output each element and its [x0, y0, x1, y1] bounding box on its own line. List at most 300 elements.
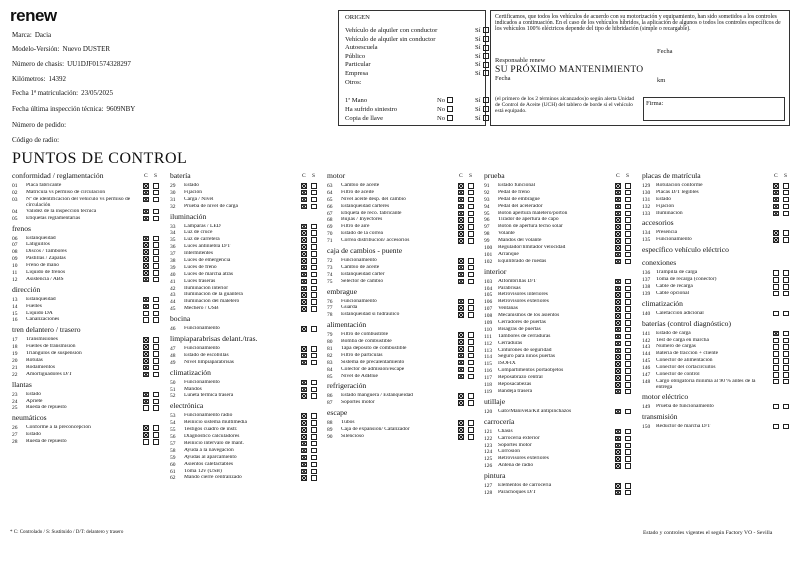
checkbox-controlled[interactable] — [143, 425, 149, 431]
checkbox-controlled[interactable] — [301, 258, 307, 264]
checkbox-substituted[interactable] — [625, 231, 631, 237]
origin-row[interactable] — [345, 79, 361, 87]
checkbox-controlled[interactable] — [458, 360, 464, 366]
checkbox-substituted[interactable] — [153, 270, 159, 276]
checkbox-substituted[interactable] — [311, 455, 317, 461]
checkbox-substituted[interactable] — [625, 409, 631, 415]
checkbox-substituted[interactable] — [311, 272, 317, 278]
checkbox-substituted[interactable] — [625, 224, 631, 230]
checkbox-controlled[interactable] — [301, 183, 307, 189]
checkbox-controlled[interactable] — [301, 279, 307, 285]
checkbox-substituted[interactable] — [783, 237, 789, 243]
checkbox-controlled[interactable] — [143, 256, 149, 262]
checkbox-controlled[interactable] — [301, 434, 307, 440]
checkbox-controlled[interactable] — [301, 197, 307, 203]
checkbox-controlled[interactable] — [458, 231, 464, 237]
checkbox-substituted[interactable] — [625, 382, 631, 388]
checkbox-substituted[interactable] — [625, 211, 631, 217]
checkbox-substituted[interactable] — [311, 258, 317, 264]
checkbox-controlled[interactable] — [143, 263, 149, 269]
checkbox-controlled[interactable] — [143, 365, 149, 371]
checkbox-substituted[interactable] — [783, 404, 789, 410]
checkbox-controlled[interactable] — [301, 448, 307, 454]
checkbox-substituted[interactable] — [311, 204, 317, 210]
checkbox-controlled[interactable] — [458, 400, 464, 406]
checkbox-substituted[interactable] — [153, 256, 159, 262]
checkbox-substituted[interactable] — [311, 413, 317, 419]
checkbox-substituted[interactable] — [468, 400, 474, 406]
checkbox-substituted[interactable] — [625, 341, 631, 347]
checkbox-substituted[interactable] — [468, 434, 474, 440]
checkbox[interactable] — [447, 115, 453, 121]
checkbox-substituted[interactable] — [311, 360, 317, 366]
signature-box[interactable] — [643, 97, 785, 121]
checkbox-substituted[interactable] — [783, 344, 789, 350]
checkbox-substituted[interactable] — [153, 311, 159, 317]
checkbox-controlled[interactable] — [301, 244, 307, 250]
checkbox-controlled[interactable] — [615, 292, 621, 298]
checkbox-controlled[interactable] — [301, 455, 307, 461]
checkbox-controlled[interactable] — [773, 331, 779, 337]
checkbox-controlled[interactable] — [773, 311, 779, 317]
checkbox-substituted[interactable] — [153, 263, 159, 269]
checkbox-controlled[interactable] — [143, 249, 149, 255]
checkbox-controlled[interactable] — [301, 272, 307, 278]
checkbox-substituted[interactable] — [468, 183, 474, 189]
checkbox-controlled[interactable] — [143, 242, 149, 248]
checkbox-controlled[interactable] — [143, 358, 149, 364]
checkbox-substituted[interactable] — [783, 230, 789, 236]
checkbox-substituted[interactable] — [468, 332, 474, 338]
checkbox-controlled[interactable] — [143, 344, 149, 350]
checkbox-controlled[interactable] — [458, 279, 464, 285]
checkbox-controlled[interactable] — [458, 420, 464, 426]
checkbox-controlled[interactable] — [773, 284, 779, 290]
checkbox-substituted[interactable] — [153, 392, 159, 398]
checkbox-controlled[interactable] — [615, 368, 621, 374]
checkbox-substituted[interactable] — [468, 353, 474, 359]
checkbox-substituted[interactable] — [468, 339, 474, 345]
checkbox-substituted[interactable] — [468, 272, 474, 278]
checkbox-controlled[interactable] — [301, 204, 307, 210]
checkbox-substituted[interactable] — [625, 299, 631, 305]
checkbox-substituted[interactable] — [153, 190, 159, 196]
checkbox-controlled[interactable] — [615, 231, 621, 237]
checkbox-substituted[interactable] — [311, 346, 317, 352]
checkbox-substituted[interactable] — [311, 380, 317, 386]
checkbox-substituted[interactable] — [311, 387, 317, 393]
checkbox-controlled[interactable] — [458, 427, 464, 433]
checkbox-substituted[interactable] — [783, 284, 789, 290]
checkbox-controlled[interactable] — [773, 183, 779, 189]
checkbox-controlled[interactable] — [143, 399, 149, 405]
checkbox-controlled[interactable] — [143, 304, 149, 310]
checkbox-controlled[interactable] — [301, 230, 307, 236]
checkbox-controlled[interactable] — [773, 358, 779, 364]
checkbox-controlled[interactable] — [615, 436, 621, 442]
checkbox-substituted[interactable] — [625, 354, 631, 360]
checkbox-controlled[interactable] — [458, 258, 464, 264]
checkbox-substituted[interactable] — [783, 204, 789, 210]
checkbox-controlled[interactable] — [615, 375, 621, 381]
checkbox-controlled[interactable] — [143, 197, 149, 203]
checkbox-substituted[interactable] — [625, 463, 631, 469]
checkbox-controlled[interactable] — [773, 230, 779, 236]
origin-yesno-row[interactable] — [345, 115, 481, 123]
origin-row[interactable] — [345, 52, 481, 61]
checkbox-substituted[interactable] — [625, 238, 631, 244]
checkbox-controlled[interactable] — [143, 432, 149, 438]
checkbox-controlled[interactable] — [458, 238, 464, 244]
checkbox-substituted[interactable] — [625, 327, 631, 333]
checkbox-substituted[interactable] — [153, 236, 159, 242]
checkbox-substituted[interactable] — [311, 427, 317, 433]
checkbox-controlled[interactable] — [458, 312, 464, 318]
checkbox-controlled[interactable] — [143, 216, 149, 222]
checkbox-controlled[interactable] — [301, 475, 307, 481]
checkbox-substituted[interactable] — [153, 249, 159, 255]
checkbox-controlled[interactable] — [615, 313, 621, 319]
checkbox-controlled[interactable] — [301, 326, 307, 332]
checkbox-controlled[interactable] — [773, 338, 779, 344]
checkbox-substituted[interactable] — [311, 224, 317, 230]
checkbox-substituted[interactable] — [625, 286, 631, 292]
checkbox[interactable] — [483, 53, 489, 59]
checkbox-controlled[interactable] — [458, 272, 464, 278]
checkbox[interactable] — [447, 97, 453, 103]
checkbox-substituted[interactable] — [468, 360, 474, 366]
checkbox-substituted[interactable] — [311, 475, 317, 481]
checkbox-substituted[interactable] — [625, 375, 631, 381]
checkbox-substituted[interactable] — [311, 190, 317, 196]
origin-row[interactable] — [345, 61, 481, 69]
checkbox-substituted[interactable] — [625, 292, 631, 298]
checkbox-substituted[interactable] — [625, 204, 631, 210]
checkbox-substituted[interactable] — [625, 313, 631, 319]
checkbox-substituted[interactable] — [625, 348, 631, 354]
checkbox-controlled[interactable] — [143, 372, 149, 378]
checkbox-substituted[interactable] — [783, 270, 789, 276]
checkbox-controlled[interactable] — [615, 354, 621, 360]
checkbox-controlled[interactable] — [615, 306, 621, 312]
checkbox-controlled[interactable] — [458, 224, 464, 230]
checkbox[interactable] — [483, 27, 489, 33]
checkbox-controlled[interactable] — [615, 490, 621, 496]
checkbox-substituted[interactable] — [311, 469, 317, 475]
checkbox[interactable] — [483, 36, 489, 42]
checkbox-controlled[interactable] — [615, 190, 621, 196]
checkbox-controlled[interactable] — [773, 204, 779, 210]
checkbox-substituted[interactable] — [625, 279, 631, 285]
checkbox-substituted[interactable] — [625, 197, 631, 203]
checkbox-controlled[interactable] — [301, 286, 307, 292]
checkbox-substituted[interactable] — [625, 389, 631, 395]
checkbox-controlled[interactable] — [615, 429, 621, 435]
checkbox-substituted[interactable] — [625, 361, 631, 367]
origin-row[interactable] — [345, 70, 481, 78]
checkbox-substituted[interactable] — [468, 305, 474, 311]
checkbox-substituted[interactable] — [153, 372, 159, 378]
checkbox-substituted[interactable] — [153, 365, 159, 371]
checkbox-controlled[interactable] — [301, 469, 307, 475]
checkbox-controlled[interactable] — [301, 292, 307, 298]
checkbox-substituted[interactable] — [783, 311, 789, 317]
checkbox-controlled[interactable] — [143, 190, 149, 196]
checkbox-substituted[interactable] — [625, 320, 631, 326]
checkbox-substituted[interactable] — [625, 490, 631, 496]
checkbox-controlled[interactable] — [615, 443, 621, 449]
checkbox-substituted[interactable] — [783, 365, 789, 371]
checkbox-substituted[interactable] — [468, 279, 474, 285]
checkbox-controlled[interactable] — [615, 217, 621, 223]
checkbox-substituted[interactable] — [783, 183, 789, 189]
checkbox-controlled[interactable] — [301, 360, 307, 366]
checkbox-controlled[interactable] — [458, 204, 464, 210]
checkbox-controlled[interactable] — [615, 197, 621, 203]
checkbox-substituted[interactable] — [625, 334, 631, 340]
checkbox-substituted[interactable] — [468, 312, 474, 318]
checkbox-substituted[interactable] — [468, 190, 474, 196]
checkbox-controlled[interactable] — [773, 365, 779, 371]
checkbox[interactable] — [483, 115, 489, 121]
checkbox-substituted[interactable] — [311, 230, 317, 236]
checkbox-controlled[interactable] — [143, 351, 149, 357]
checkbox-substituted[interactable] — [311, 279, 317, 285]
checkbox-substituted[interactable] — [468, 420, 474, 426]
checkbox-substituted[interactable] — [153, 425, 159, 431]
checkbox-substituted[interactable] — [468, 197, 474, 203]
checkbox-controlled[interactable] — [458, 183, 464, 189]
checkbox[interactable] — [483, 62, 489, 68]
checkbox-substituted[interactable] — [468, 231, 474, 237]
checkbox-substituted[interactable] — [783, 211, 789, 217]
checkbox-controlled[interactable] — [615, 361, 621, 367]
checkbox-controlled[interactable] — [615, 449, 621, 455]
checkbox-substituted[interactable] — [625, 456, 631, 462]
checkbox-substituted[interactable] — [468, 346, 474, 352]
checkbox-substituted[interactable] — [153, 351, 159, 357]
checkbox-controlled[interactable] — [458, 211, 464, 217]
checkbox-substituted[interactable] — [468, 204, 474, 210]
checkbox-substituted[interactable] — [311, 286, 317, 292]
origin-row[interactable] — [345, 35, 481, 44]
checkbox-substituted[interactable] — [311, 306, 317, 312]
checkbox-substituted[interactable] — [311, 237, 317, 243]
checkbox-substituted[interactable] — [153, 358, 159, 364]
checkbox-controlled[interactable] — [458, 353, 464, 359]
checkbox-substituted[interactable] — [311, 441, 317, 447]
checkbox-controlled[interactable] — [301, 427, 307, 433]
checkbox-substituted[interactable] — [783, 358, 789, 364]
checkbox-controlled[interactable] — [615, 224, 621, 230]
checkbox-substituted[interactable] — [783, 379, 789, 385]
checkbox-substituted[interactable] — [625, 306, 631, 312]
checkbox-substituted[interactable] — [153, 344, 159, 350]
checkbox-controlled[interactable] — [458, 299, 464, 305]
checkbox-substituted[interactable] — [153, 399, 159, 405]
origin-yesno-row[interactable] — [345, 106, 481, 114]
checkbox-substituted[interactable] — [783, 338, 789, 344]
checkbox-controlled[interactable] — [143, 311, 149, 317]
checkbox-controlled[interactable] — [615, 463, 621, 469]
checkbox-controlled[interactable] — [301, 420, 307, 426]
checkbox-controlled[interactable] — [773, 190, 779, 196]
checkbox-controlled[interactable] — [301, 387, 307, 393]
checkbox-substituted[interactable] — [153, 197, 159, 203]
checkbox-substituted[interactable] — [468, 258, 474, 264]
checkbox-controlled[interactable] — [773, 270, 779, 276]
checkbox-substituted[interactable] — [311, 299, 317, 305]
checkbox-controlled[interactable] — [143, 236, 149, 242]
checkbox-substituted[interactable] — [783, 331, 789, 337]
checkbox-controlled[interactable] — [615, 483, 621, 489]
checkbox-controlled[interactable] — [615, 320, 621, 326]
checkbox-substituted[interactable] — [625, 245, 631, 251]
checkbox-controlled[interactable] — [301, 190, 307, 196]
checkbox-controlled[interactable] — [615, 327, 621, 333]
checkbox-controlled[interactable] — [615, 252, 621, 258]
checkbox-substituted[interactable] — [311, 434, 317, 440]
checkbox-substituted[interactable] — [311, 448, 317, 454]
checkbox-substituted[interactable] — [625, 436, 631, 442]
checkbox-controlled[interactable] — [458, 434, 464, 440]
checkbox-controlled[interactable] — [615, 341, 621, 347]
checkbox-controlled[interactable] — [143, 183, 149, 189]
checkbox-controlled[interactable] — [615, 204, 621, 210]
checkbox-controlled[interactable] — [458, 374, 464, 380]
checkbox-substituted[interactable] — [468, 224, 474, 230]
checkbox-controlled[interactable] — [301, 224, 307, 230]
checkbox-substituted[interactable] — [311, 462, 317, 468]
checkbox-controlled[interactable] — [301, 237, 307, 243]
checkbox-controlled[interactable] — [301, 299, 307, 305]
checkbox-controlled[interactable] — [773, 424, 779, 430]
checkbox-controlled[interactable] — [773, 237, 779, 243]
checkbox-controlled[interactable] — [143, 209, 149, 215]
checkbox-controlled[interactable] — [143, 270, 149, 276]
checkbox-substituted[interactable] — [625, 252, 631, 258]
checkbox-substituted[interactable] — [311, 420, 317, 426]
checkbox-substituted[interactable] — [625, 217, 631, 223]
checkbox-substituted[interactable] — [153, 304, 159, 310]
checkbox-substituted[interactable] — [625, 368, 631, 374]
checkbox-substituted[interactable] — [783, 190, 789, 196]
checkbox-substituted[interactable] — [468, 367, 474, 373]
checkbox-controlled[interactable] — [301, 462, 307, 468]
checkbox-substituted[interactable] — [468, 211, 474, 217]
checkbox-controlled[interactable] — [615, 259, 621, 265]
checkbox-controlled[interactable] — [615, 183, 621, 189]
checkbox-controlled[interactable] — [301, 441, 307, 447]
checkbox-substituted[interactable] — [783, 277, 789, 283]
checkbox-controlled[interactable] — [143, 337, 149, 343]
checkbox-substituted[interactable] — [153, 432, 159, 438]
checkbox-controlled[interactable] — [615, 456, 621, 462]
checkbox-substituted[interactable] — [625, 443, 631, 449]
checkbox-substituted[interactable] — [153, 439, 159, 445]
checkbox-substituted[interactable] — [311, 265, 317, 271]
checkbox-controlled[interactable] — [458, 217, 464, 223]
origin-row[interactable] — [345, 27, 481, 35]
checkbox-substituted[interactable] — [311, 183, 317, 189]
checkbox-substituted[interactable] — [468, 374, 474, 380]
checkbox-controlled[interactable] — [615, 299, 621, 305]
checkbox-controlled[interactable] — [615, 211, 621, 217]
checkbox-controlled[interactable] — [773, 277, 779, 283]
checkbox[interactable] — [483, 106, 489, 112]
checkbox-substituted[interactable] — [153, 242, 159, 248]
checkbox-controlled[interactable] — [773, 372, 779, 378]
checkbox-substituted[interactable] — [153, 317, 159, 323]
checkbox-controlled[interactable] — [615, 334, 621, 340]
checkbox-controlled[interactable] — [615, 238, 621, 244]
origin-yesno-row[interactable] — [345, 97, 481, 105]
checkbox[interactable] — [483, 45, 489, 51]
checkbox-substituted[interactable] — [153, 209, 159, 215]
checkbox-controlled[interactable] — [773, 197, 779, 203]
checkbox-substituted[interactable] — [311, 251, 317, 257]
checkbox-substituted[interactable] — [468, 217, 474, 223]
checkbox-substituted[interactable] — [625, 429, 631, 435]
checkbox-substituted[interactable] — [311, 326, 317, 332]
checkbox-substituted[interactable] — [625, 259, 631, 265]
checkbox-controlled[interactable] — [143, 439, 149, 445]
checkbox-substituted[interactable] — [311, 244, 317, 250]
checkbox-substituted[interactable] — [153, 297, 159, 303]
checkbox-controlled[interactable] — [301, 251, 307, 257]
checkbox-controlled[interactable] — [458, 197, 464, 203]
checkbox-substituted[interactable] — [783, 291, 789, 297]
checkbox-controlled[interactable] — [301, 380, 307, 386]
checkbox-controlled[interactable] — [773, 379, 779, 385]
checkbox-controlled[interactable] — [773, 344, 779, 350]
checkbox-controlled[interactable] — [458, 190, 464, 196]
checkbox-substituted[interactable] — [625, 483, 631, 489]
checkbox[interactable] — [447, 106, 453, 112]
checkbox-substituted[interactable] — [468, 299, 474, 305]
checkbox-controlled[interactable] — [615, 279, 621, 285]
checkbox-substituted[interactable] — [311, 353, 317, 359]
checkbox-substituted[interactable] — [783, 372, 789, 378]
checkbox-controlled[interactable] — [458, 339, 464, 345]
checkbox-controlled[interactable] — [301, 413, 307, 419]
checkbox-controlled[interactable] — [773, 351, 779, 357]
checkbox-substituted[interactable] — [153, 183, 159, 189]
checkbox-substituted[interactable] — [783, 351, 789, 357]
checkbox-controlled[interactable] — [143, 297, 149, 303]
checkbox-substituted[interactable] — [625, 183, 631, 189]
checkbox-substituted[interactable] — [783, 197, 789, 203]
checkbox-substituted[interactable] — [468, 393, 474, 399]
checkbox-controlled[interactable] — [301, 265, 307, 271]
checkbox-substituted[interactable] — [311, 197, 317, 203]
checkbox-controlled[interactable] — [458, 393, 464, 399]
checkbox-controlled[interactable] — [458, 346, 464, 352]
checkbox-controlled[interactable] — [615, 245, 621, 251]
checkbox-substituted[interactable] — [153, 337, 159, 343]
checkbox-controlled[interactable] — [458, 305, 464, 311]
checkbox-controlled[interactable] — [458, 265, 464, 271]
checkbox-controlled[interactable] — [615, 389, 621, 395]
checkbox-controlled[interactable] — [301, 393, 307, 399]
checkbox-controlled[interactable] — [301, 346, 307, 352]
checkbox-substituted[interactable] — [468, 238, 474, 244]
checkbox-substituted[interactable] — [311, 292, 317, 298]
checkbox-controlled[interactable] — [458, 367, 464, 373]
checkbox-controlled[interactable] — [615, 348, 621, 354]
checkbox-controlled[interactable] — [458, 332, 464, 338]
checkbox-substituted[interactable] — [153, 405, 159, 411]
